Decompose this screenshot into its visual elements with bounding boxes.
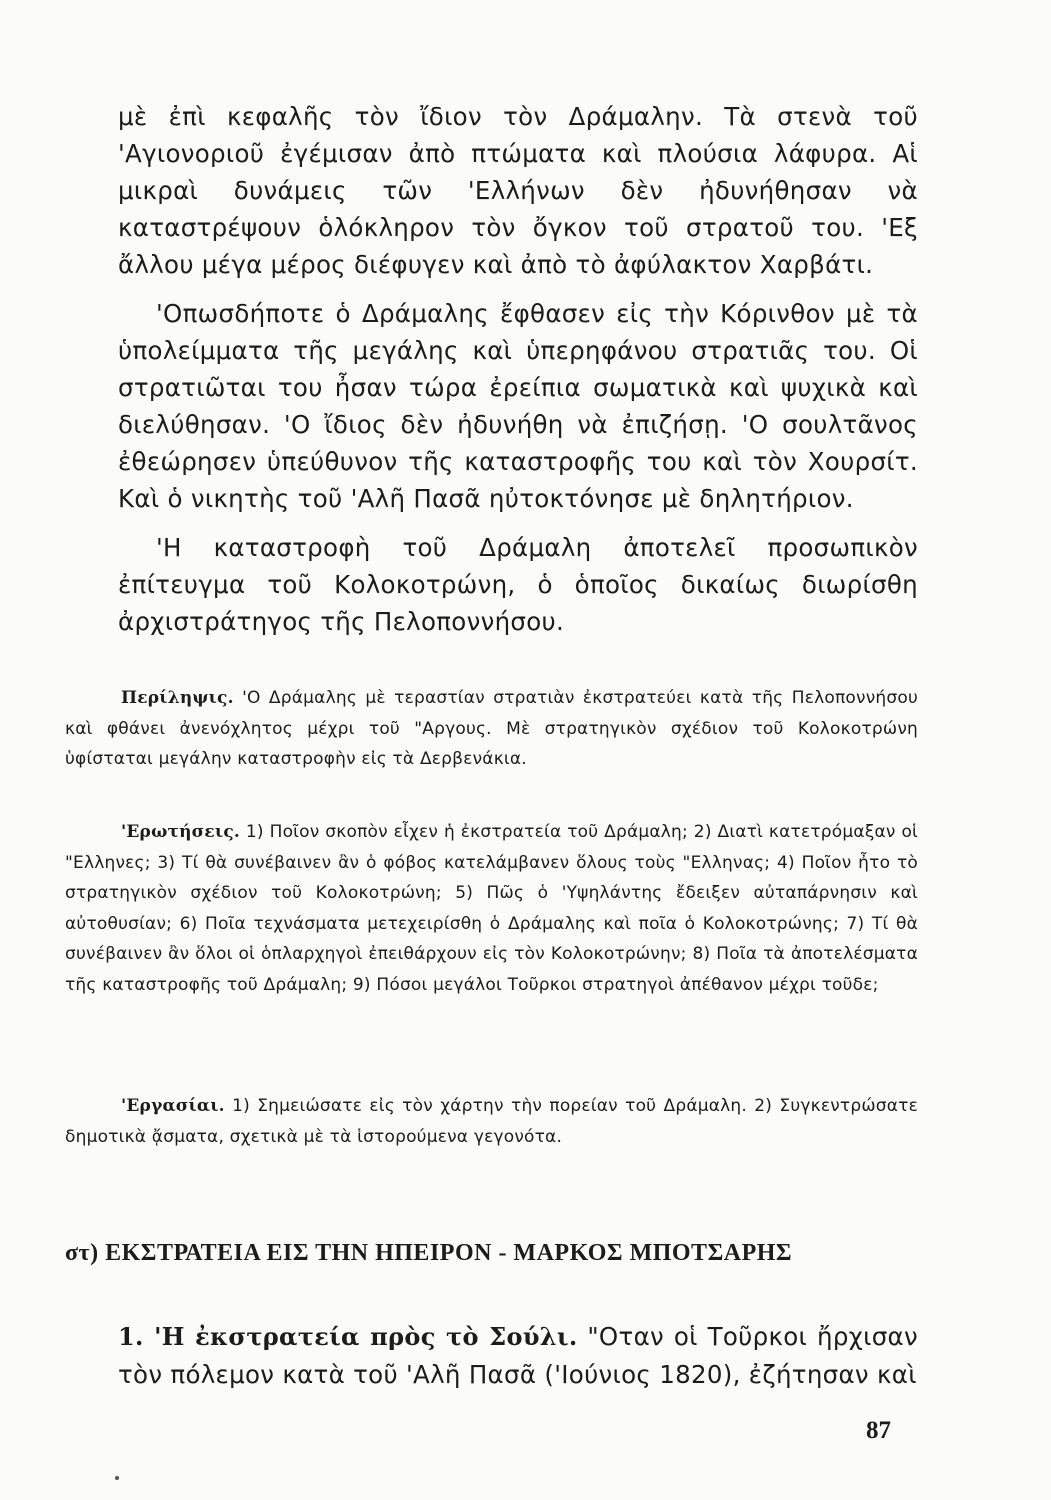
- subsection-text: "Οταν οἱ Τοῦρκοι ἤρχισαν τὸν πόλεμον κατὰ τοῦ 'Αλῆ Πασᾶ ('Ιούνιος 1820), ἐζήτησαν καὶ: [118, 1322, 918, 1389]
- summary-block: [65, 683, 918, 775]
- section-heading: στ) ΕΚΣΤΡΑΤΕΙΑ ΕΙΣ ΤΗΝ ΗΠΕΙΡΟΝ - ΜΑΡΚΟΣ ΜΠΟΤΣΑΡΗΣ: [65, 1240, 793, 1266]
- paragraph-3: 'Η καταστροφὴ τοῦ Δράμαλη ἀποτελεῖ προσωπικὸν ἐπίτευγμα τοῦ Κολοκοτρώνη, ὁ ὁποῖος δικαίως διωρίσθη ἀρχιστράτηγος τῆς Πελοποννήσου.: [118, 533, 918, 636]
- main-text: [118, 98, 918, 640]
- questions-label: 'Ερωτήσεις.: [121, 822, 241, 842]
- page-number: 87: [866, 1417, 891, 1444]
- tasks-text: 1) Σημειώσατε εἰς τὸν χάρτην τὴν πορείαν τοῦ Δράμαλη. 2) Συγκεντρώσατε δημοτικὰ ᾄσματα, σχετικὰ μὲ τὰ ἱστορούμενα γεγονότα.: [65, 1096, 919, 1147]
- tasks-label: 'Εργασίαι.: [121, 1096, 225, 1116]
- subsection-block: [118, 1318, 918, 1394]
- tasks-block: [65, 1091, 918, 1152]
- paragraph-2: 'Οπωσδήποτε ὁ Δράμαλης ἔφθασεν εἰς τὴν Κόρινθον μὲ τὰ ὑπολείμματα τῆς μεγάλης καὶ ὑπερηφάνου στρατιᾶς του. Οἱ στρατιῶται του ἦσαν τώρα ἐρείπια σωματικὰ καὶ ψυχικὰ καὶ διελύθησαν. 'Ο ἴδιος δὲν ἠδυνήθη νὰ ἐπιζήσῃ. 'Ο σουλτᾶνος ἐθεώρησεν ὑπεύθυνον τῆς καταστροφῆς του καὶ τὸν Χουρσίτ. Καὶ ὁ νικητὴς τοῦ 'Αλῆ Πασᾶ ηὐτοκτόνησε μὲ δηλητήριον.: [118, 299, 918, 513]
- questions-block: [65, 817, 918, 1000]
- questions-text: 1) Ποῖον σκοπὸν εἶχεν ἡ ἐκστρατεία τοῦ Δράμαλη; 2) Διατὶ κατετρόμαξαν οἱ "Ελληνες; 3) Τί θὰ συνέβαινεν ἂν ὁ φόβος κατελάμβανεν ὅλους τοὺς "Ελληνας; 4) Ποῖον ἦτο τὸ στρατηγικὸν σχέδιον τοῦ Κολοκοτρώνη; 5) Πῶς ὁ 'Υψηλάντης ἔδειξεν αὐταπάρνησιν καὶ αὐτοθυσίαν; 6) Ποῖα τεχνάσματα μετεχειρίσθη ὁ Δράμαλης καὶ ποῖα ὁ Κολοκοτρώνης; 7) Τί θὰ συνέβαινεν ἂν ὅλοι οἱ ὁπλαρχηγοὶ ἐπειθάρχουν εἰς τὸν Κολοκοτρώνην; 8) Ποῖα τὰ ἀποτελέσματα τῆς καταστροφῆς τοῦ Δράμαλη; 9) Πόσοι μεγάλοι Τοῦρκοι στρατηγοὶ ἀπέθανον μέχρι τοῦδε;: [65, 822, 919, 995]
- subsection-label: 1. 'Η ἐκστρατεία πρὸς τὸ Σούλι.: [118, 1322, 578, 1351]
- summary-text: 'Ο Δράμαλης μὲ τεραστίαν στρατιὰν ἐκστρατεύει κατὰ τῆς Πελοποννήσου καὶ φθάνει ἀνενόχλητος μέχρι τοῦ "Αργους. Μὲ στρατηγικὸν σχέδιον τοῦ Κολοκοτρώνη ὑφίσταται μεγάλην καταστροφὴν εἰς τὰ Δερβενάκια.: [65, 688, 918, 769]
- paragraph-1: μὲ ἐπὶ κεφαλῆς τὸν ἴδιον τὸν Δράμαλην. Τὰ στενὰ τοῦ 'Αγιονοριοῦ ἐγέμισαν ἀπὸ πτώματα καὶ πλούσια λάφυρα. Αἱ μικραὶ δυνάμεις τῶν 'Ελλήνων δὲν ἠδυνήθησαν νὰ καταστρέψουν ὁλόκληρον τὸν ὄγκον τοῦ στρατοῦ του. 'Εξ ἄλλου μέγα μέρος διέφυγεν καὶ ἀπὸ τὸ ἀφύλακτον Χαρβάτι.: [118, 102, 918, 279]
- print-speck: [115, 1476, 119, 1480]
- summary-label: Περίληψις.: [121, 688, 234, 708]
